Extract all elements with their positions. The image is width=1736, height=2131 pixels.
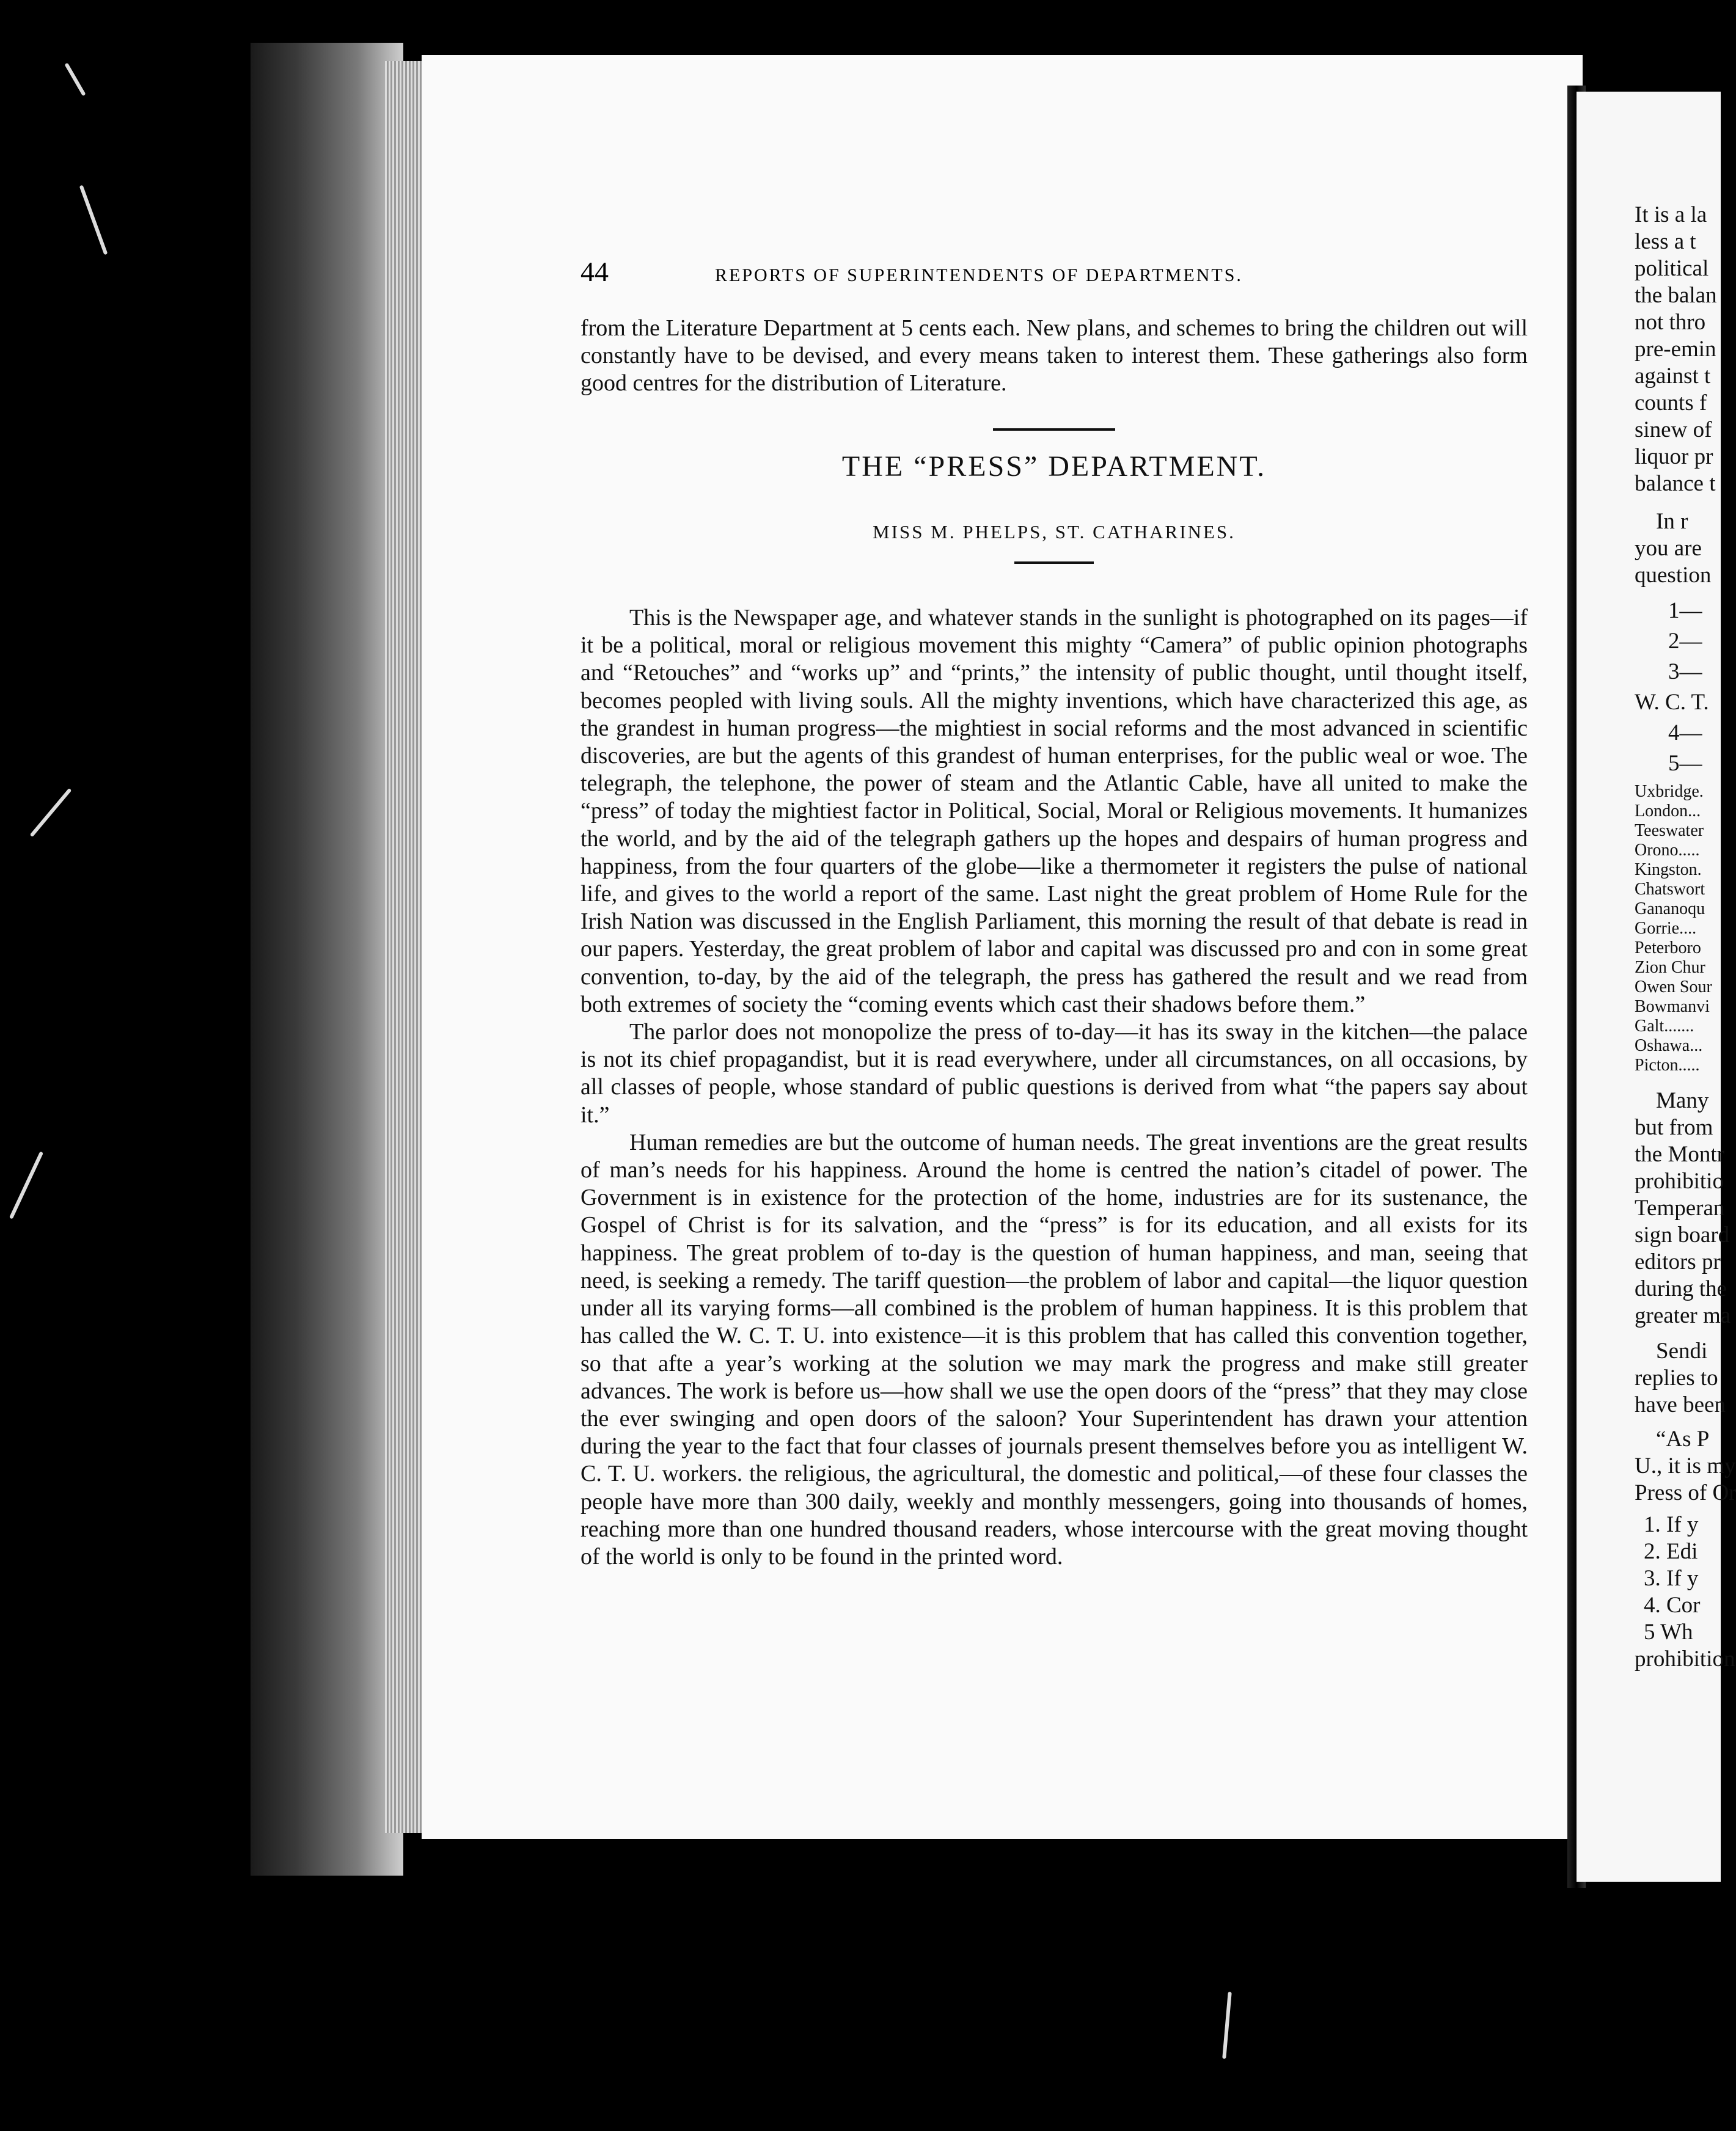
facing-page-fragment: Uxbridge. [1635,782,1704,801]
facing-page-fragment: Press of Or [1635,1480,1736,1505]
facing-page-fragment: not thro [1635,310,1706,335]
facing-page-fragment: 5— [1668,751,1702,776]
facing-page-fragment: Gorrie.... [1635,919,1697,938]
facing-page-fragment: greater ma [1635,1303,1731,1328]
facing-page-fragment: sinew of [1635,417,1712,442]
body-paragraph-2: The parlor does not monopolize the press of to-day—it has its sway in the kitchen—the palace is not its chief propagandist, but it is read everywhere, under all circumstances, on all occasions, by all classes of people, whose standard of public questions is derived from what “the papers say about it.” [580,1019,1528,1128]
facing-page-fragment: W. C. T. [1635,690,1709,715]
facing-page-fragment: Kingston. [1635,860,1702,879]
running-title: REPORTS OF SUPERINTENDENTS OF DEPARTMENTS. [715,265,1243,285]
facing-page-fragment: 5 Wh [1644,1620,1693,1645]
facing-page-fragment: Temperan [1635,1196,1725,1221]
scan-mark [64,63,86,97]
facing-page-fragment: sign board [1635,1223,1730,1248]
facing-page-fragment: the Montr [1635,1142,1724,1167]
facing-page-fragment: Sendi [1656,1339,1708,1364]
facing-page-fragment: prohibitio [1635,1169,1724,1194]
facing-page-fragment: balance t [1635,471,1716,496]
text-column [580,315,1528,1571]
facing-page-fragment: Chatswort [1635,880,1705,899]
facing-page-fragment: U., it is my [1635,1453,1736,1479]
facing-page-fragment: 1. If y [1644,1512,1699,1537]
facing-page-fragment: Bowmanvi [1635,997,1710,1016]
facing-page-fragment: question [1635,563,1712,588]
facing-page-fragment: 2— [1668,629,1702,654]
facing-page-fragment: 3— [1668,659,1702,684]
facing-page-fragment: London... [1635,802,1701,821]
facing-page-fragment: It is a la [1635,202,1707,227]
facing-page-fragment: the balan [1635,283,1717,308]
facing-page-fragment: liquor pr [1635,444,1713,469]
facing-page-fragment: have been [1635,1392,1726,1417]
facing-page-fragment: Zion Chur [1635,958,1705,977]
facing-page-fragment: prohibition [1635,1647,1735,1672]
scan-mark [79,185,108,255]
facing-page [1577,92,1736,1882]
facing-page-fragment: 4. Cor [1644,1593,1701,1618]
author-divider [1014,561,1094,564]
intro-paragraph: from the Literature Department at 5 cents each. New plans, and schemes to bring the children out will constantly have to be devised, and every means taken to interest them. These gatherings also form good centres for the distribution of Literature. [580,315,1528,397]
section-author: MISS M. PHELPS, ST. CATHARINES. [873,521,1236,543]
facing-page-fragment: 3. If y [1644,1566,1699,1591]
facing-page-fragment: Gananoqu [1635,899,1705,918]
scan-mark [30,788,72,837]
facing-page-fragment: Owen Sour [1635,978,1712,996]
section-divider [993,428,1115,431]
facing-page-fragment: you are [1635,536,1702,561]
facing-page-fragment: during the [1635,1276,1727,1301]
facing-page-fragment: Teeswater [1635,821,1704,840]
body-paragraph-3: Human remedies are but the outcome of human needs. The great inventions are the great results of man’s needs for his happiness. Around the home is centred the nation’s citadel of power. The Government is in existence for the protection of the home, industries are for its sustenance, the Gospel of Christ is for its salvation, and the “press” is for its education, and all exists for its happiness. The great problem of to-day is the question of human happiness, and man, seeing that need, is seeking a remedy. The tariff question—the problem of labor and capital—the liquor question under all its varying forms—all combined is the problem of human happiness. It is this problem that has called the W. C. T. U. into existence—it is this problem that has called this convention together, so that afte a year’s working at the solution we may mark the progress and make still greater advances. The work is before us—how shall we use the open doors of the “press” that they may close the ever swinging and open doors of the saloon? Your Superintendent has drawn your attention during the year to the fact that four classes of journals present themselves before you as intelligent W. C. T. U. workers. the religious, the agricultural, the domestic and political,—of these four classes the people have more than 300 daily, weekly and monthly messengers, going into thousands of homes, reaching more than one hundred thousand readers, whose intercourse with the great moving thought of the world is only to be found in the printed word. [580,1129,1528,1570]
facing-page-fragment: In r [1656,509,1688,534]
scan-mark [9,1151,43,1219]
facing-page-fragment: against t [1635,364,1711,389]
facing-page-fragment: counts f [1635,390,1707,415]
scan-mark [1222,1992,1232,2059]
facing-page-fragment: but from [1635,1115,1713,1140]
body-paragraph-1: This is the Newspaper age, and whatever stands in the sunlight is photographed on its pages—if it be a political, moral or religious movement this mighty “Camera” of public opinion photographs and “Retouches” and “works up” and “prints,” the intensity of public thought, until thought itself, becomes peopled with living souls. All the mighty inventions, which have characterized this age, as the grandest in human progress—the mightiest in social reforms and the most advanced in scientific discoveries, are but the agents of this grandest of human enterprises, for the public weal or woe. The telegraph, the telephone, the power of steam and the Atlantic Cable, have all united to make the “press” of today the mightiest factor in Political, Social, Moral or Religious movements. It humanizes the world, and by the aid of the telegraph gathers up the hopes and despairs of human progress and happiness, from the four quarters of the globe—like a thermometer it registers the pulse of national life, and gives to the world a report of the same. Last night the great problem of Home Rule for the Irish Nation was discussed in the English Parliament, this morning the result of that debate is read in our papers. Yesterday, the great problem of labor and capital was discussed pro and con in some great convention, to-day, by the aid of the telegraph, the press has gathered the result and we read from both extremes of society the “coming events which cast their shadows before them.” [580,605,1528,1017]
facing-page-fragment: pre-emin [1635,337,1716,362]
facing-page-fragment: 1— [1668,598,1702,623]
facing-page-fragment: Orono..... [1635,841,1700,860]
facing-page-fragment: political [1635,256,1709,281]
facing-page-fragment: less a t [1635,229,1696,254]
section-title: THE “PRESS” DEPARTMENT. [841,450,1267,483]
facing-page-fragment: Picton..... [1635,1056,1700,1075]
facing-page-fragment: Many [1656,1088,1709,1113]
facing-page-fragment: 4— [1668,720,1702,745]
facing-page-fragment: Oshawa... [1635,1036,1703,1055]
running-head [580,255,1528,292]
facing-page-fragment: 2. Edi [1644,1539,1698,1564]
facing-page-fragment: editors pr [1635,1249,1721,1274]
page-edges [385,61,422,1833]
page-number: 44 [580,256,609,287]
facing-page-fragment: replies to [1635,1365,1718,1391]
facing-page-fragment: “As P [1656,1427,1710,1452]
book-binding-edge [251,43,403,1876]
facing-page-fragment: Peterboro [1635,938,1701,957]
facing-page-fragment: Galt....... [1635,1017,1694,1036]
